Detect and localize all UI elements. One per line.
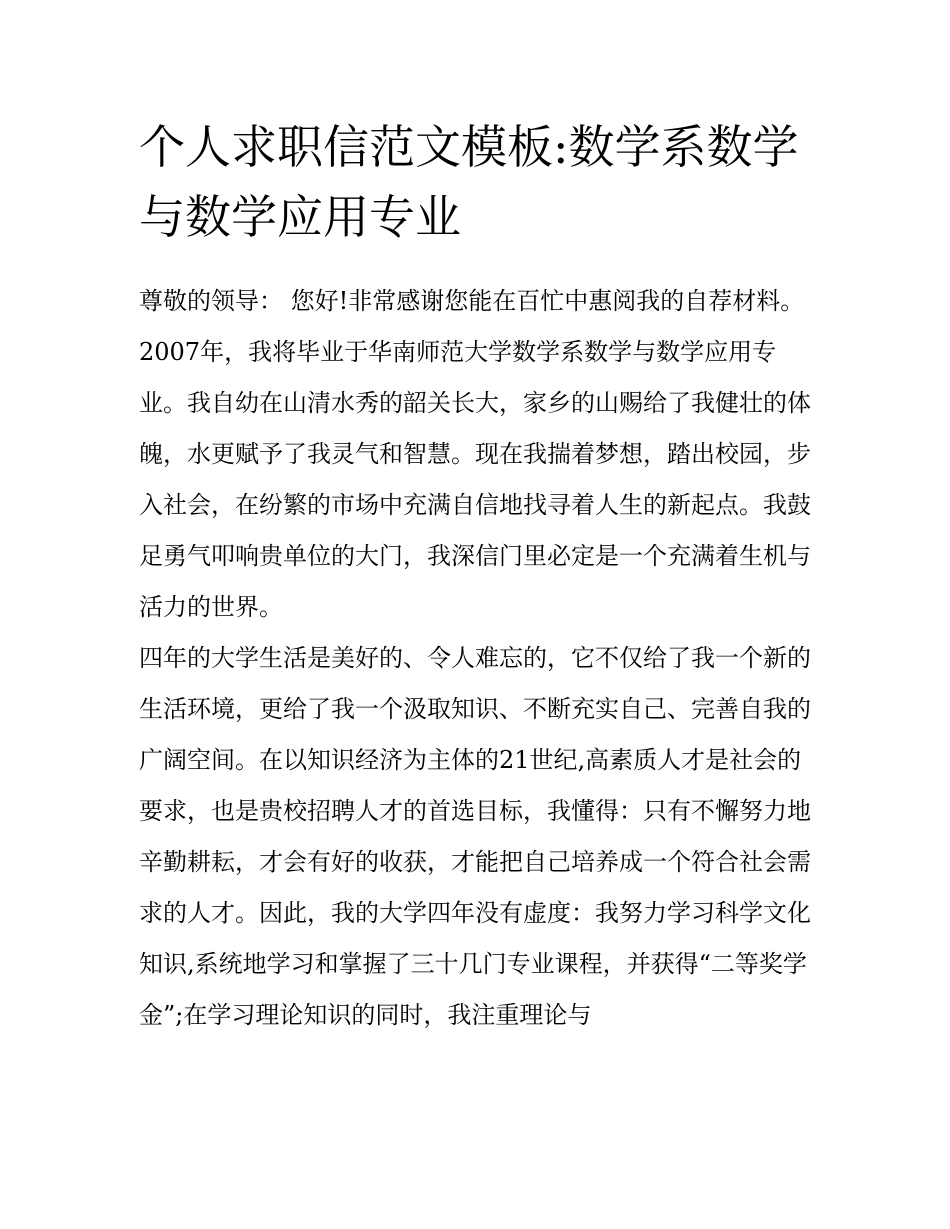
paragraph-university-life: 四年的大学生活是美好的、令人难忘的，它不仅给了我一个新的生活环境，更给了我一个汲取知识、不断充实自己、完善自我的广阔空间。在以知识经济为主体的21世纪,高素质人才是社会的要求，也是贵校招聘人才的首选目标，我懂得：只有不懈努力地辛勤耕耘，才会有好的收获，才能把自己培养成一个符合社会需求的人才。因此，我的大学四年没有虚度：我努力学习科学文化知识,系统地学习和掌握了三十几门专业课程，并获得“二等奖学金”;在学习理论知识的同时，我注重理论与 <box>139 644 811 1029</box>
document-body <box>139 276 815 1041</box>
paragraph-introduction: 2007年，我将毕业于华南师范大学数学系数学与数学应用专业。我自幼在山清水秀的韶关长大，家乡的山赐给了我健壮的体魄，水更赋予了我灵气和智慧。现在我揣着梦想，踏出校园，步入社会，在纷繁的市场中充满自信地找寻着人生的新起点。我鼓足勇气叩响贵单位的大门，我深信门里必定是一个充满着生机与活力的世界。 <box>139 338 811 621</box>
paragraph-greeting: 尊敬的领导： 您好!非常感谢您能在百忙中惠阅我的自荐材料。 <box>139 287 805 315</box>
document-title: 个人求职信范文模板:数学系数学与数学应用专业 <box>139 120 799 244</box>
